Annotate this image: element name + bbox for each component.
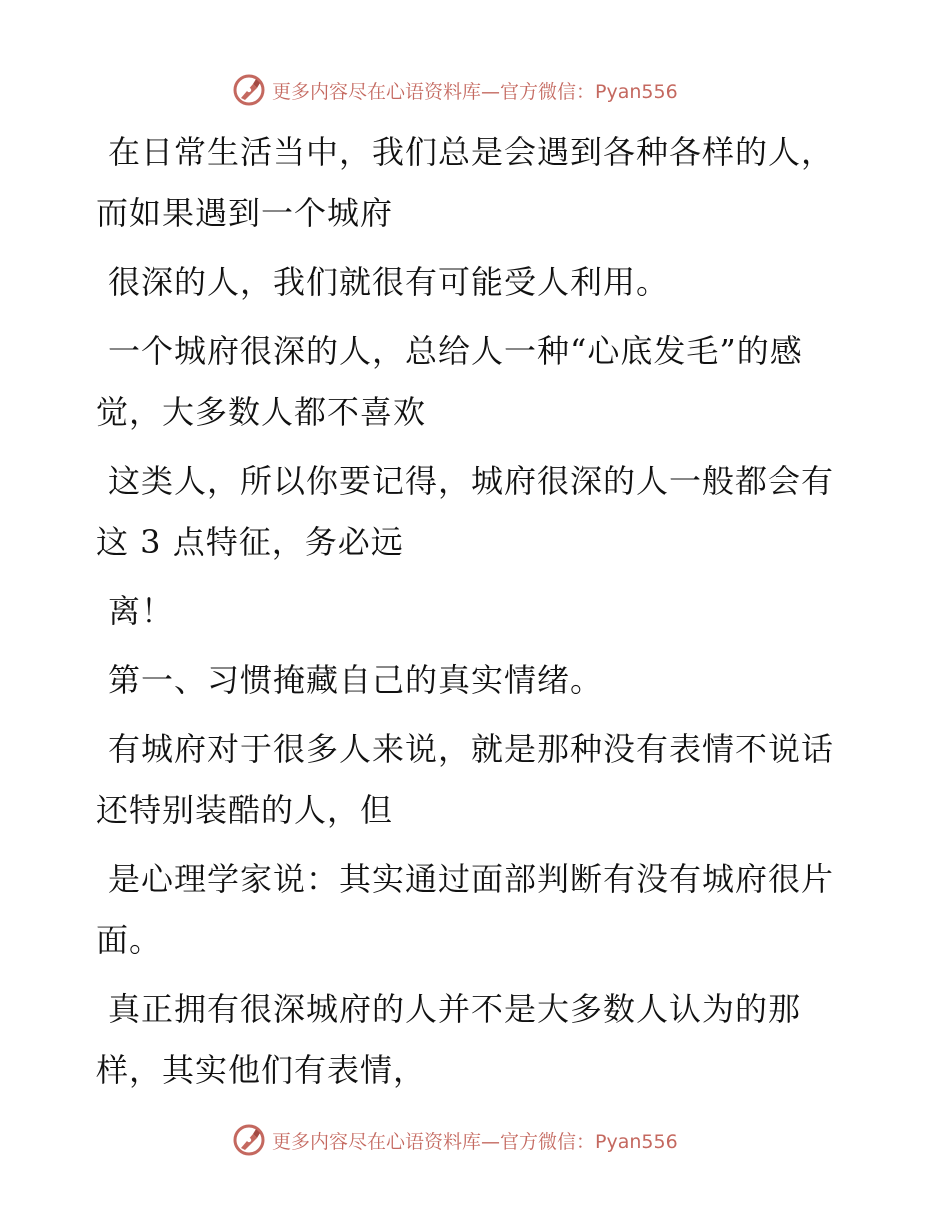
- header-banner-text: 更多内容尽在心语资料库—官方微信：Pyan556: [272, 80, 678, 103]
- paragraph: 离！: [108, 592, 175, 630]
- paragraph: 在日常生活当中，我们总是会遇到各种各样的人，而如果遇到一个城府: [96, 133, 835, 232]
- paragraph: 很深的人，我们就很有可能受人利用。: [108, 263, 670, 301]
- pen-nib-circle-icon: [232, 73, 266, 107]
- paragraph: 是心理学家说：其实通过面部判断有没有城府很片面。: [96, 860, 835, 959]
- header-banner: [232, 72, 732, 108]
- paragraph: 有城府对于很多人来说，就是那种没有表情不说话还特别装酷的人，但: [96, 730, 835, 829]
- pen-nib-circle-icon: [232, 1123, 266, 1157]
- document-body: [96, 122, 836, 1109]
- paragraph: 第一、习惯掩藏自己的真实情绪。: [108, 661, 604, 699]
- paragraph: 这类人，所以你要记得，城府很深的人一般都会有这 3 点特征，务必远: [96, 462, 835, 561]
- footer-banner-text: 更多内容尽在心语资料库—官方微信：Pyan556: [272, 1130, 678, 1153]
- footer-banner: [232, 1122, 732, 1158]
- paragraph: 真正拥有很深城府的人并不是大多数人认为的那样，其实他们有表情，: [96, 990, 802, 1089]
- paragraph: 一个城府很深的人，总给人一种“心底发毛”的感觉，大多数人都不喜欢: [96, 332, 803, 431]
